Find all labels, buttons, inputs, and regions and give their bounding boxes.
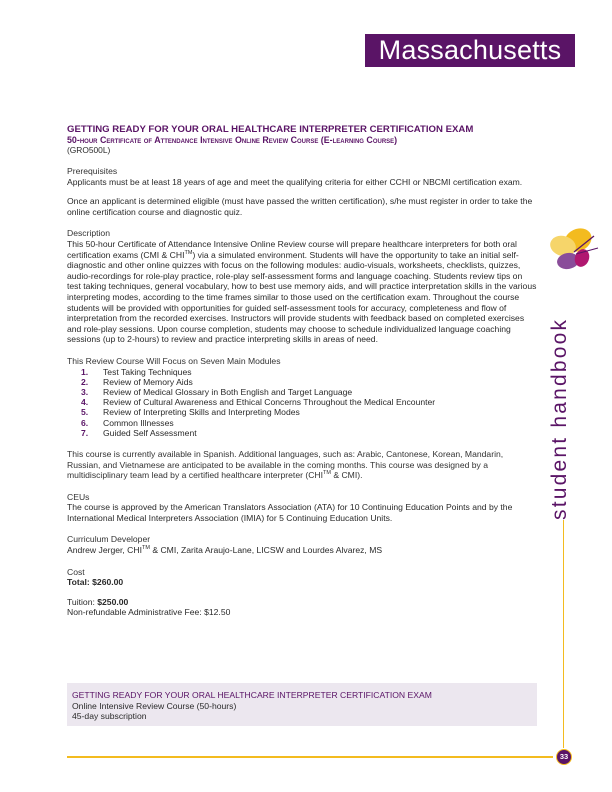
package-line-1: Online Intensive Review Course (50-hours) xyxy=(72,700,237,711)
module-item xyxy=(81,377,537,387)
developer-heading: Curriculum Developer xyxy=(67,534,151,545)
module-item xyxy=(81,407,537,417)
cost-admin-fee: Non-refundable Administrative Fee: $12.50 xyxy=(67,607,231,618)
trademark-mark: TM xyxy=(323,470,331,477)
ceus-heading: CEUs xyxy=(67,491,90,502)
developer-part-1: Andrew Jerger, CHI xyxy=(67,545,142,556)
course-content xyxy=(67,124,537,618)
state-banner: Massachusetts xyxy=(365,34,575,67)
trademark-mark: TM xyxy=(184,249,193,256)
module-number: 2. xyxy=(81,376,89,387)
cost-tuition xyxy=(67,597,537,608)
course-subtitle: 50-hour Certificate of Attendance Intensive Online Review Course (E-learning Course) xyxy=(67,135,398,145)
module-item xyxy=(81,397,537,407)
module-label: Review of Interpreting Skills and Interpreting Modes xyxy=(103,407,300,418)
module-item xyxy=(81,428,537,438)
course-title: GETTING READY FOR YOUR ORAL HEALTHCARE INTERPRETER CERTIFICATION EXAM xyxy=(67,124,474,135)
description-part-2: ) via a simulated environment. Students will have the opportunity to take an initial self-diagnostic and other online quizzes with focus on the following modules: audio-visuals, worksheets, checklists, quizzes, audio-recordings for role-play practice, role-play self-assessment forms and language coaching. Students review tips on test taking techniques, general vocabulary, how to best use memory aids, and will practice interpretation skills in the various interpreting modes, according to the time frames similar to those used on the certification exam. Throughout the course students will be provided with opportunities for guided self-assessment tools for accuracy, completeness and flow of interpretation from the recorded exercises. Instructors will provide students with feedback based on completed exercises and role-play sessions. Upon course completion, students may choose to schedule individualized language coaching sessions (up to 2-hours) to review and practice interpreting skills in areas of need. xyxy=(67,249,537,345)
modules-heading: This Review Course Will Focus on Seven Main Modules xyxy=(67,355,281,366)
module-number: 5. xyxy=(81,407,89,418)
module-number: 7. xyxy=(81,427,89,438)
side-divider xyxy=(563,520,564,748)
module-label: Review of Cultural Awareness and Ethical Concerns Throughout the Medical Encounter xyxy=(103,397,436,408)
developer-text xyxy=(67,545,537,556)
description-text xyxy=(67,239,537,345)
butterfly-logo-icon xyxy=(538,226,602,276)
module-number: 4. xyxy=(81,397,89,408)
prerequisites-text-1: Applicants must be at least 18 years of age and meet the qualifying criteria for either CCHI or NBCMI certification exam. xyxy=(67,176,523,187)
languages-part-2: & CMI). xyxy=(330,470,363,481)
module-number: 1. xyxy=(81,366,89,377)
package-title: GETTING READY FOR YOUR ORAL HEALTHCARE INTERPRETER CERTIFICATION EXAM xyxy=(72,690,432,700)
module-label: Guided Self Assessment xyxy=(103,427,197,438)
prerequisites-heading: Prerequisites xyxy=(67,166,118,176)
description-part-1: This 50-hour Certificate of Attendance Intensive Online Review course will prepare healthcare interpreters for both oral certification exams (CMI & CHI xyxy=(67,238,517,260)
modules-list xyxy=(67,367,537,438)
ceus-text: The course is approved by the American Translators Association (ATA) for 10 Continuing Education Points and by the International Medical Interpreters Association (IMIA) for 5 Continuing Education Units. xyxy=(67,502,513,523)
tuition-label: Tuition: xyxy=(67,596,98,607)
module-label: Review of Memory Aids xyxy=(103,376,193,387)
page-number: 33 xyxy=(556,749,572,765)
cost-heading: Cost xyxy=(67,566,85,577)
trademark-mark: TM xyxy=(142,545,150,552)
cost-total: Total: $260.00 xyxy=(67,577,124,588)
module-item xyxy=(81,367,537,377)
module-number: 6. xyxy=(81,417,89,428)
module-number: 3. xyxy=(81,386,89,397)
prerequisites-text-2: Once an applicant is determined eligible (must have passed the written certification), s/he must register in order to take the online certification course and diagnostic quiz. xyxy=(67,196,533,217)
module-item xyxy=(81,387,537,397)
module-label: Common Illnesses xyxy=(103,417,174,428)
module-label: Review of Medical Glossary in Both English and Target Language xyxy=(103,386,353,397)
student-handbook-label: student handbook xyxy=(548,317,571,520)
footer-divider xyxy=(67,756,553,758)
developer-part-2: & CMI, Zarita Araujo-Lane, LICSW and Lourdes Alvarez, MS xyxy=(149,545,383,556)
tuition-value: $250.00 xyxy=(97,596,129,607)
module-item xyxy=(81,418,537,428)
languages-text xyxy=(67,449,537,481)
module-label: Test Taking Techniques xyxy=(103,366,192,377)
package-line-2: 45-day subscription xyxy=(72,711,147,721)
languages-part-1: This course is currently available in Spanish. Additional languages, such as: Arabic, Cantonese, Korean, Mandarin, Russian, and Vietnamese are anticipated to be available in the coming months. This course was designed by a multidisciplinary team lead by a certified healthcare interpreter (CHI xyxy=(67,448,504,481)
package-box xyxy=(67,683,537,726)
course-code: (GRO500L) xyxy=(67,145,111,155)
description-heading: Description xyxy=(67,228,110,239)
